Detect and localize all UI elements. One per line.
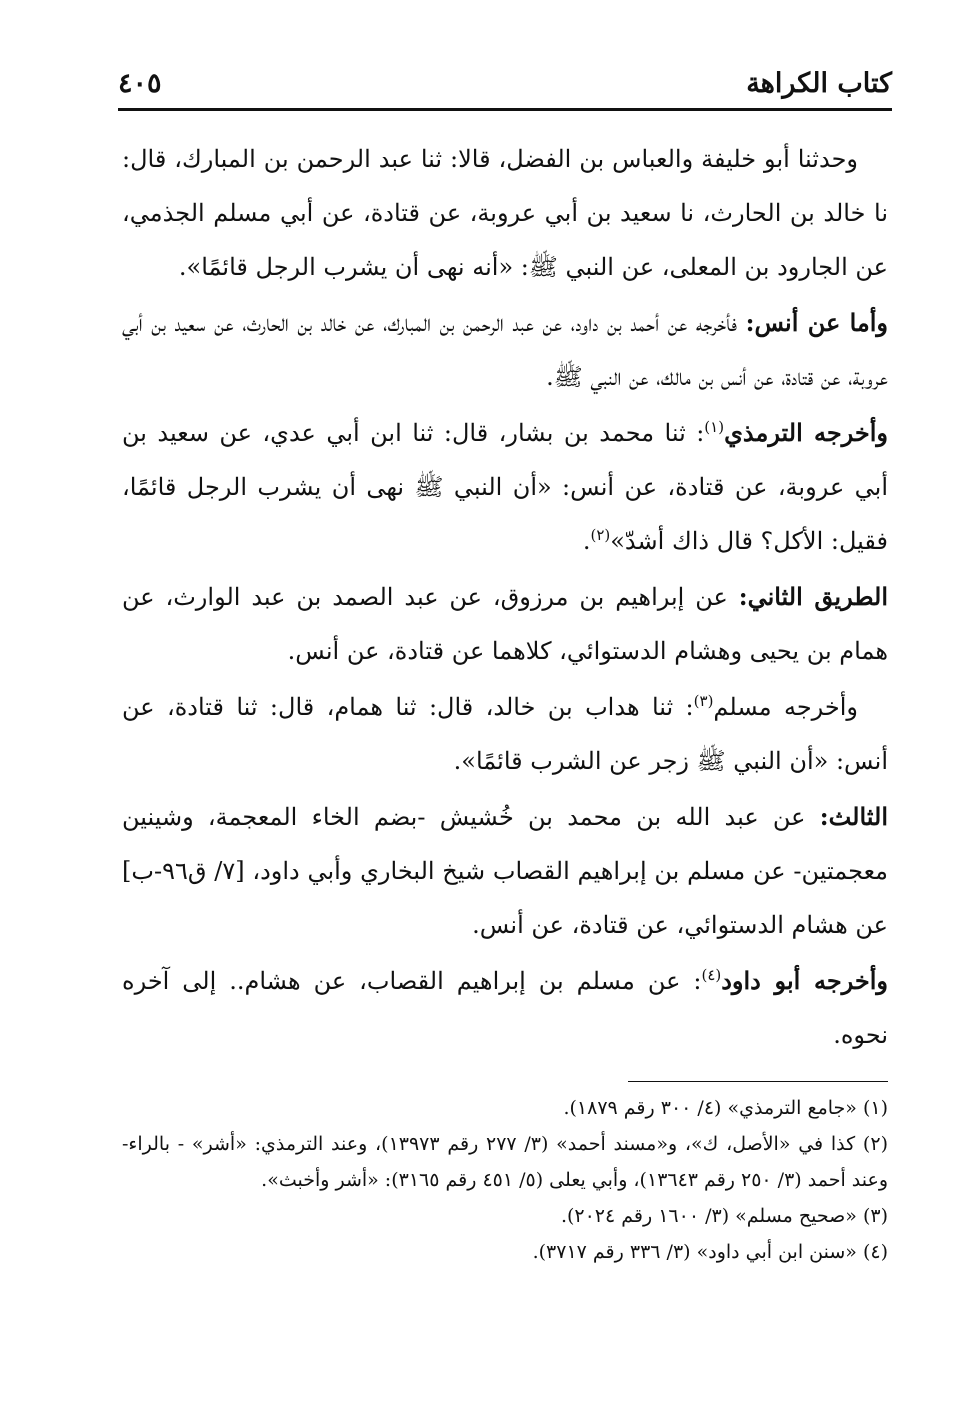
paragraph-4 [122,570,888,678]
paragraph-2 [122,296,888,404]
paragraph-text: : ثنا هداب بن خالد، قال: ثنا همام، قال: ثنا قتادة، عن أنس: «أن النبي ﷺ زجر عن الشرب قائمًا». [122,693,888,775]
footnote-ref[interactable]: (٤) [701,966,722,984]
paragraph-text: وحدثنا أبو خليفة والعباس بن الفضل، قالا: ثنا عبد الرحمن بن المبارك، قال: نا خالد بن الحارث، نا سعيد بن أبي عروبة، عن قتادة، عن أبي مسلم الجذمي، عن الجارود بن المعلى، عن النبي ﷺ: «أنه نهى أن يشرب الرجل قائمًا». [122,145,888,281]
paragraph-text: عن إبراهيم بن مرزوق، عن عبد الصمد بن عبد الوارث، عن همام بن يحيى وهشام الدستوائي، كلاهما عن قتادة، عن أنس. [122,583,888,665]
paragraph-text: فأخرجه عن أحمد بن داود، عن عبد الرحمن بن المبارك، عن خالد بن الحارث، عن سعيد بن أبي عروبة، عن قتادة، عن أنس بن مالك، عن النبي ﷺ. [122,309,888,391]
footnote-4: (٤) «سنن ابن أبي داود» (٣/ ٣٣٦ رقم ٣٧١٧). [532,1241,888,1263]
page-header [118,64,892,111]
paragraph-1 [122,132,888,294]
footnote-divider [628,1081,888,1082]
paragraph-lead: الثالث: [819,802,888,831]
paragraph-text: : عن مسلم بن إبراهيم القصاب، عن هشام.. إلى آخره نحوه. [122,967,888,1049]
paragraph-tail: . [582,527,591,555]
footnote-ref[interactable]: (٣) [693,692,714,710]
paragraph-lead: وأخرجه أبو داود [721,966,888,995]
page-number: ٤٠٥ [118,68,162,99]
paragraph-text: عن عبد الله بن محمد بن خُشيش -بضم الخاء المعجمة، وشينين معجمتين- عن مسلم بن إبراهيم القصاب شيخ البخاري وأبي داود، [٧/ ق٩٦-ب] عن هشام الدستوائي، عن قتادة، عن أنس. [122,803,889,939]
footnote-2: (٢) كذا في «الأصل، ك»، و«مسند أحمد» (٣/ ٢٧٧ رقم ١٣٩٧٣)، وعند الترمذي: «أشر» - بالراء- وعند أحمد (٣/ ٢٥٠ رقم ١٣٦٤٣)، وأبي يعلى (٥/ ٤٥١ رقم ٣١٦٥): «أشر وأخبث». [122,1133,888,1191]
paragraph-6 [122,790,888,952]
paragraph-5 [122,680,888,788]
footnotes [122,1090,888,1270]
paragraph-lead: وأما عن أنس: [745,308,888,337]
footnote-3: (٣) «صحيح مسلم» (٣/ ١٦٠٠ رقم ٢٠٢٤). [560,1205,888,1227]
footnote-1: (١) «جامع الترمذي» (٤/ ٣٠٠ رقم ١٨٧٩). [563,1097,888,1119]
paragraph-lead: الطريق الثاني: [738,582,888,611]
paragraph-pre: وأخرجه مسلم [713,693,858,721]
paragraph-lead: وأخرجه الترمذي [724,418,888,447]
paragraph-7 [122,954,888,1062]
footnote-ref[interactable]: (١) [704,418,725,436]
paragraph-text: : ثنا محمد بن بشار، قال: ثنا ابن أبي عدي، عن سعيد بن أبي عروبة، عن قتادة، عن أنس: «أن النبي ﷺ نهى أن يشرب الرجل قائمًا، فقيل: الأكل؟ قال ذاك أشدّ» [122,419,888,555]
running-title: كتاب الكراهة [746,68,892,99]
footnote-ref[interactable]: (٢) [590,526,611,544]
paragraph-3 [122,406,888,568]
main-text [122,132,888,1064]
